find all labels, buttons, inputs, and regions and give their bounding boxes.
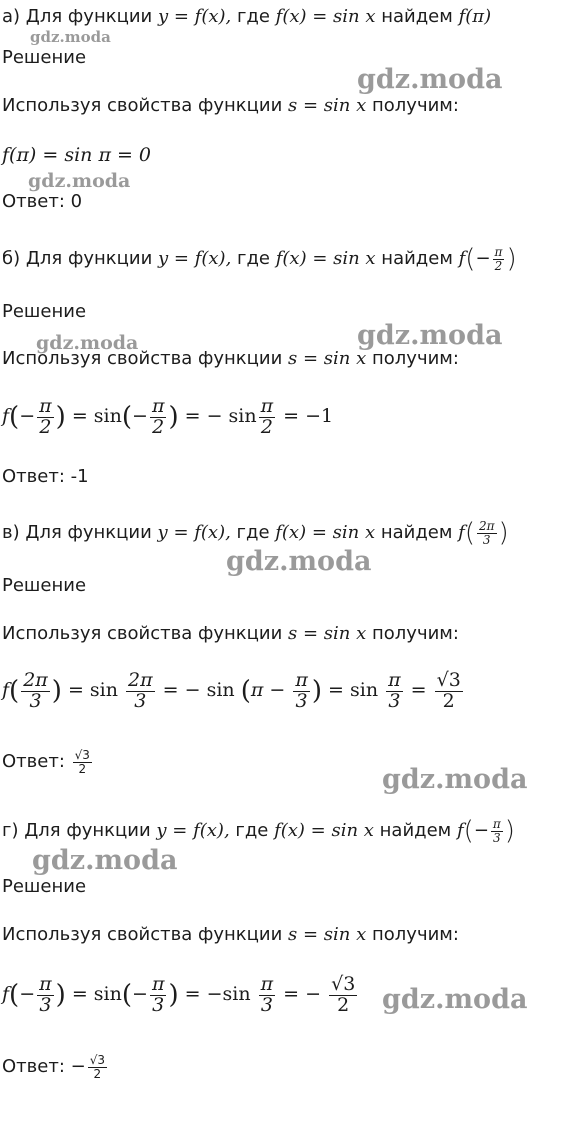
method-v (2, 623, 459, 645)
answer-g-label: Ответ: (2, 1056, 65, 1077)
numerator: √3 (331, 972, 356, 995)
task-b-prefix: Для функции (25, 248, 159, 270)
method-g (2, 924, 459, 946)
numerator: π (295, 668, 308, 691)
calc-b-sin: = sin (65, 405, 122, 427)
task-b-eq: y = f(x), (158, 248, 232, 270)
watermark: gdz.moda (28, 170, 131, 192)
task-g-find-word: найдем (373, 820, 457, 842)
answer-b-value: -1 (70, 466, 89, 487)
calc-b-f: f (2, 405, 10, 427)
task-v: в) Для функции y = f(x), где f(x) = sin x найдем f( $\frac{2\pi}{3}$ ) (2, 518, 509, 549)
minus: − (473, 820, 489, 842)
task-a-find: f(π) (458, 6, 492, 27)
task-g-where: где (229, 820, 275, 842)
task-v-def: f(x) = sin x (275, 522, 376, 544)
minus: − (19, 983, 36, 1005)
task-g-letter: г) (2, 820, 19, 842)
task-a-where: где (231, 6, 276, 27)
fraction (37, 972, 54, 1016)
task-a-letter: а) (2, 6, 21, 27)
watermark: gdz.moda (30, 28, 111, 46)
task-a-find-word: найдем (375, 6, 459, 27)
numerator: √3 (89, 1052, 105, 1067)
solution-g-heading: Решение (2, 876, 87, 897)
answer-g (2, 1050, 109, 1084)
task-b-letter: б) (2, 248, 21, 270)
calc-b-minus-sin: = − sin (178, 405, 257, 427)
method-a-eq: s = sin x (288, 95, 367, 116)
task-a-def: f(x) = sin x (275, 6, 376, 27)
task-v-prefix: Для функции (25, 522, 158, 544)
method-b (2, 348, 459, 370)
denominator: 2 (78, 761, 87, 776)
numerator: π (260, 972, 274, 995)
fraction (491, 818, 503, 844)
fraction (477, 520, 497, 546)
method-g-eq: s = sin x (288, 924, 367, 945)
fraction (329, 972, 357, 1016)
fraction (150, 972, 167, 1016)
denominator: 3 (388, 689, 401, 712)
method-b-prefix: Используя свойства функции (2, 348, 289, 369)
calc-b: f(− $\frac{\pi}{2}$ ) = sin(− $\frac{\pi}{2}$ ) = − sin $\frac{\pi}{2}$ = −1 (2, 394, 334, 438)
denominator: 2 (39, 415, 52, 438)
denominator: 3 (482, 532, 491, 547)
denominator: 2 (152, 415, 165, 438)
numerator: 2π (23, 668, 48, 691)
method-a-suffix: получим: (366, 95, 459, 116)
task-v-eq: y = f(x), (157, 522, 231, 544)
calc-g: f(− $\frac{\pi}{3}$ ) = sin(− $\frac{\pi}{3}$ ) = −sin $\frac{\pi}{3}$ = − $\frac{√3}{2}$ (2, 972, 356, 1016)
fraction (386, 668, 403, 712)
numerator: π (388, 668, 401, 691)
answer-g-value (88, 1054, 107, 1080)
task-g-eq: y = f(x), (156, 820, 230, 842)
denominator: 3 (134, 689, 147, 712)
method-g-prefix: Используя свойства функции (2, 924, 289, 945)
numerator: π (39, 394, 52, 417)
calc-v: f( $\frac{2\pi}{3}$ ) = sin $\frac{2\pi}{3}$ = − sin (π − $\frac{\pi}{3}$ ) = sin $\frac{\pi}{3}$ = $\frac{√3}{2}$ (2, 668, 461, 712)
numerator: π (39, 972, 52, 995)
numerator: 2π (478, 519, 495, 533)
numerator: π (260, 394, 274, 417)
numerator: π (494, 245, 503, 259)
denominator: 2 (93, 1066, 102, 1081)
task-g: г) Для функции y = f(x), где f(x) = sin x найдем f(− $\frac{\pi}{3}$ ) (2, 816, 515, 847)
task-v-where: где (230, 522, 276, 544)
method-a-prefix: Используя свойства функции (2, 95, 289, 116)
denominator: 3 (39, 993, 52, 1016)
fraction (493, 246, 505, 272)
fraction (150, 394, 167, 438)
method-v-suffix: получим: (366, 623, 459, 644)
task-b-find-f: f (458, 248, 466, 270)
pi: π (250, 679, 264, 701)
watermark: gdz.moda (32, 845, 178, 876)
watermark: gdz.moda (226, 546, 372, 577)
method-v-prefix: Используя свойства функции (2, 623, 289, 644)
fraction (293, 668, 310, 712)
numerator: √3 (436, 668, 461, 691)
denominator: 2 (494, 258, 503, 273)
fraction (259, 972, 276, 1016)
task-a-eq: y = f(x), (157, 6, 232, 27)
method-v-eq: s = sin x (288, 623, 367, 644)
watermark: gdz.moda (36, 332, 139, 354)
fraction (126, 668, 155, 712)
solution-v-heading: Решение (2, 575, 87, 596)
task-g-prefix: Для функции (24, 820, 157, 842)
numerator: π (151, 394, 165, 417)
method-g-suffix: получим: (366, 924, 459, 945)
answer-a-value: 0 (70, 191, 83, 212)
task-g-def: f(x) = sin x (274, 820, 374, 842)
minus: − (475, 248, 491, 270)
denominator: 3 (493, 830, 501, 845)
minus: − (132, 405, 148, 427)
watermark: gdz.moda (382, 764, 528, 795)
minus: − (19, 405, 36, 427)
denominator: 3 (152, 993, 165, 1016)
denominator: 3 (29, 689, 42, 712)
answer-b-label: Ответ: (2, 466, 65, 487)
solution-a-heading: Решение (2, 47, 87, 68)
watermark: gdz.moda (357, 64, 503, 95)
task-b-def: f(x) = sin x (275, 248, 376, 270)
numerator: √3 (74, 747, 90, 762)
denominator: 3 (295, 689, 308, 712)
watermark: gdz.moda (382, 984, 528, 1015)
method-b-eq: s = sin x (288, 348, 367, 369)
numerator: π (492, 817, 501, 831)
task-a-prefix: Для функции (25, 6, 158, 27)
calc-a: f(π) = sin π = 0 (2, 144, 152, 166)
denominator: 2 (337, 993, 350, 1016)
denominator: 2 (442, 689, 455, 712)
task-b-find-word: найдем (375, 248, 459, 270)
fraction (435, 668, 463, 712)
task-a (2, 6, 491, 28)
task-b-where: где (231, 248, 276, 270)
answer-a-label: Ответ: (2, 191, 65, 212)
fraction (37, 394, 54, 438)
solution-b-heading: Решение (2, 301, 87, 322)
fraction (259, 394, 276, 438)
watermark: gdz.moda (357, 320, 503, 351)
numerator: 2π (128, 668, 153, 691)
denominator: 3 (260, 993, 273, 1016)
minus: − (70, 1056, 86, 1077)
answer-v (2, 745, 94, 779)
method-a (2, 95, 459, 117)
minus: − (132, 983, 148, 1005)
task-b: б) Для функции y = f(x), где f(x) = sin x найдем f(− $\frac{\pi}{2}$ ) (2, 244, 517, 275)
method-b-suffix: получим: (366, 348, 459, 369)
denominator: 2 (260, 415, 273, 438)
task-v-letter: в) (2, 522, 20, 544)
answer-a (2, 191, 82, 213)
answer-v-value (73, 749, 92, 775)
fraction (21, 668, 50, 712)
calc-b-result: = −1 (277, 405, 334, 427)
numerator: π (151, 972, 165, 995)
answer-b (2, 466, 89, 488)
task-v-find-word: найдем (375, 522, 459, 544)
answer-v-label: Ответ: (2, 751, 65, 772)
